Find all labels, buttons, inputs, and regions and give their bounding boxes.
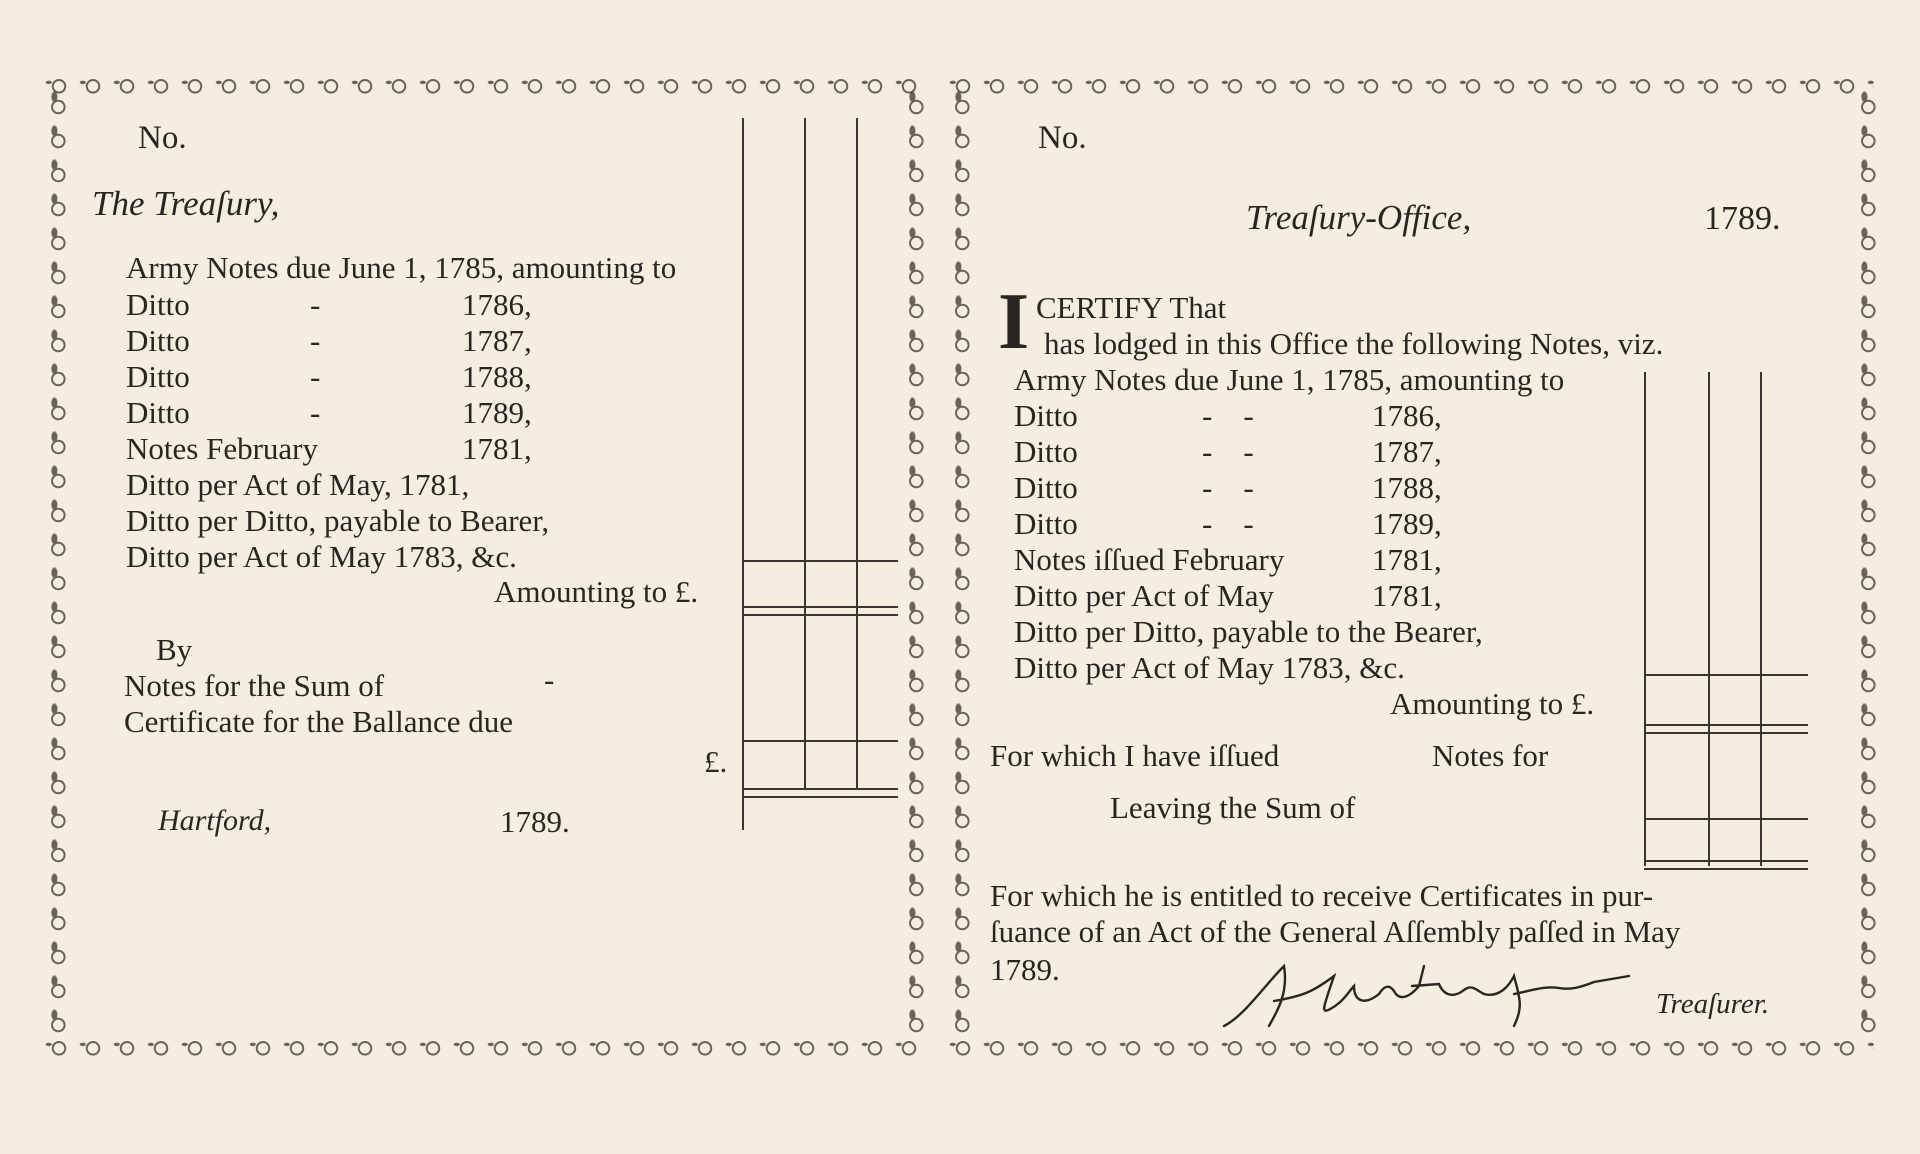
right-row-6: Notes iſſued February bbox=[1014, 542, 1285, 577]
left-amounting: Amounting to £. bbox=[494, 574, 699, 609]
left-notes-sum: Notes for the Sum of bbox=[124, 668, 385, 703]
right-bottom-border bbox=[946, 1034, 1874, 1060]
left-row-4: Ditto bbox=[126, 359, 190, 394]
right-paragraph-line3: 1789. bbox=[990, 952, 1060, 987]
left-by: By bbox=[156, 632, 193, 667]
left-rule-v2 bbox=[804, 118, 806, 788]
left-row-5-dash: - bbox=[310, 395, 321, 430]
right-row-7-year: 1781, bbox=[1372, 578, 1442, 613]
left-row-5: Ditto bbox=[126, 395, 190, 430]
right-row-2-dash: - - bbox=[1202, 398, 1254, 433]
right-issued: For which I have iſſued bbox=[990, 738, 1280, 773]
right-amounting: Amounting to £. bbox=[1390, 686, 1595, 721]
left-row-2: Ditto bbox=[126, 287, 190, 322]
right-rule-h3 bbox=[1644, 732, 1808, 734]
left-row-4-year: 1788, bbox=[462, 359, 532, 394]
left-rule-h4 bbox=[742, 740, 898, 742]
right-row-3: Ditto bbox=[1014, 434, 1078, 469]
right-rule-h5 bbox=[1644, 860, 1808, 862]
left-certificate: Certificate for the Ballance due bbox=[124, 704, 514, 739]
right-rule-v2 bbox=[1708, 372, 1710, 866]
right-paragraph-line2: ſuance of an Act of the General Aſſembly paſſed in May bbox=[990, 914, 1681, 949]
right-certify: CERTIFY That bbox=[1036, 290, 1227, 325]
left-rule-h6 bbox=[742, 796, 898, 798]
right-left-border bbox=[948, 90, 974, 1040]
right-treasurer-label: Treaſurer. bbox=[1656, 988, 1770, 1020]
left-rule-h2 bbox=[742, 606, 898, 608]
left-notes-sum-dash: - bbox=[544, 662, 555, 697]
left-no-label: No. bbox=[138, 120, 187, 156]
left-rule-h5 bbox=[742, 788, 898, 790]
right-right-border bbox=[1854, 90, 1880, 1040]
left-place: Hartford, bbox=[158, 804, 272, 837]
right-rule-h6 bbox=[1644, 868, 1808, 870]
right-row-5-dash: - - bbox=[1202, 506, 1254, 541]
right-top-border bbox=[946, 72, 1874, 98]
right-year-top: 1789. bbox=[1704, 200, 1781, 237]
treasurer-signature bbox=[1214, 946, 1634, 1036]
right-row-4: Ditto bbox=[1014, 470, 1078, 505]
right-leaving: Leaving the Sum of bbox=[1110, 790, 1356, 825]
right-row-7: Ditto per Act of May bbox=[1014, 578, 1275, 613]
left-row-9: Ditto per Act of May 1783, &c. bbox=[126, 539, 517, 574]
right-rule-v1 bbox=[1644, 372, 1646, 866]
right-row-2: Ditto bbox=[1014, 398, 1078, 433]
right-rule-v3 bbox=[1760, 372, 1762, 866]
left-rule-v3 bbox=[856, 118, 858, 788]
left-row-3-dash: - bbox=[310, 323, 321, 358]
left-rule-v1 bbox=[742, 118, 744, 830]
right-notes-for: Notes for bbox=[1432, 738, 1549, 773]
left-row-5-year: 1789, bbox=[462, 395, 532, 430]
right-row-4-year: 1788, bbox=[1372, 470, 1442, 505]
right-row-5: Ditto bbox=[1014, 506, 1078, 541]
right-row-5-year: 1789, bbox=[1372, 506, 1442, 541]
left-row-6-year: 1781, bbox=[462, 431, 532, 466]
right-row-8: Ditto per Ditto, payable to the Bearer, bbox=[1014, 614, 1483, 649]
left-row-4-dash: - bbox=[310, 359, 321, 394]
right-no-label: No. bbox=[1038, 120, 1087, 156]
left-row-6: Notes February bbox=[126, 431, 318, 466]
right-row-6-year: 1781, bbox=[1372, 542, 1442, 577]
left-row-3-year: 1787, bbox=[462, 323, 532, 358]
left-right-border bbox=[902, 90, 928, 1040]
right-row-1: Army Notes due June 1, 1785, amounting to bbox=[1014, 362, 1565, 397]
left-row-3: Ditto bbox=[126, 323, 190, 358]
left-left-border bbox=[44, 90, 70, 1040]
left-bottom-border bbox=[42, 1034, 922, 1060]
left-row-2-dash: - bbox=[310, 287, 321, 322]
right-row-4-dash: - - bbox=[1202, 470, 1254, 505]
left-pound: £. bbox=[704, 744, 728, 779]
left-rule-h3 bbox=[742, 614, 898, 616]
right-rule-h1 bbox=[1644, 674, 1808, 676]
right-row-3-dash: - - bbox=[1202, 434, 1254, 469]
right-row-3-year: 1787, bbox=[1372, 434, 1442, 469]
left-row-2-year: 1786, bbox=[462, 287, 532, 322]
right-row-9: Ditto per Act of May 1783, &c. bbox=[1014, 650, 1405, 685]
left-row-8: Ditto per Ditto, payable to Bearer, bbox=[126, 503, 550, 538]
right-rule-h4 bbox=[1644, 818, 1808, 820]
left-rule-h1 bbox=[742, 560, 898, 562]
left-year: 1789. bbox=[500, 804, 570, 839]
right-dropcap: I bbox=[998, 278, 1030, 366]
right-heading: Treaſury-Office, bbox=[1246, 198, 1472, 237]
right-row-2-year: 1786, bbox=[1372, 398, 1442, 433]
left-row-7: Ditto per Act of May, 1781, bbox=[126, 467, 470, 502]
right-rule-h2 bbox=[1644, 724, 1808, 726]
left-top-border bbox=[42, 72, 922, 98]
right-lodged: has lodged in this Office the following Notes, viz. bbox=[1044, 326, 1664, 361]
left-heading: The Treaſury, bbox=[92, 184, 280, 223]
right-paragraph-line1: For which he is entitled to receive Certificates in pur- bbox=[990, 878, 1654, 913]
left-row-1: Army Notes due June 1, 1785, amounting to bbox=[126, 250, 677, 285]
